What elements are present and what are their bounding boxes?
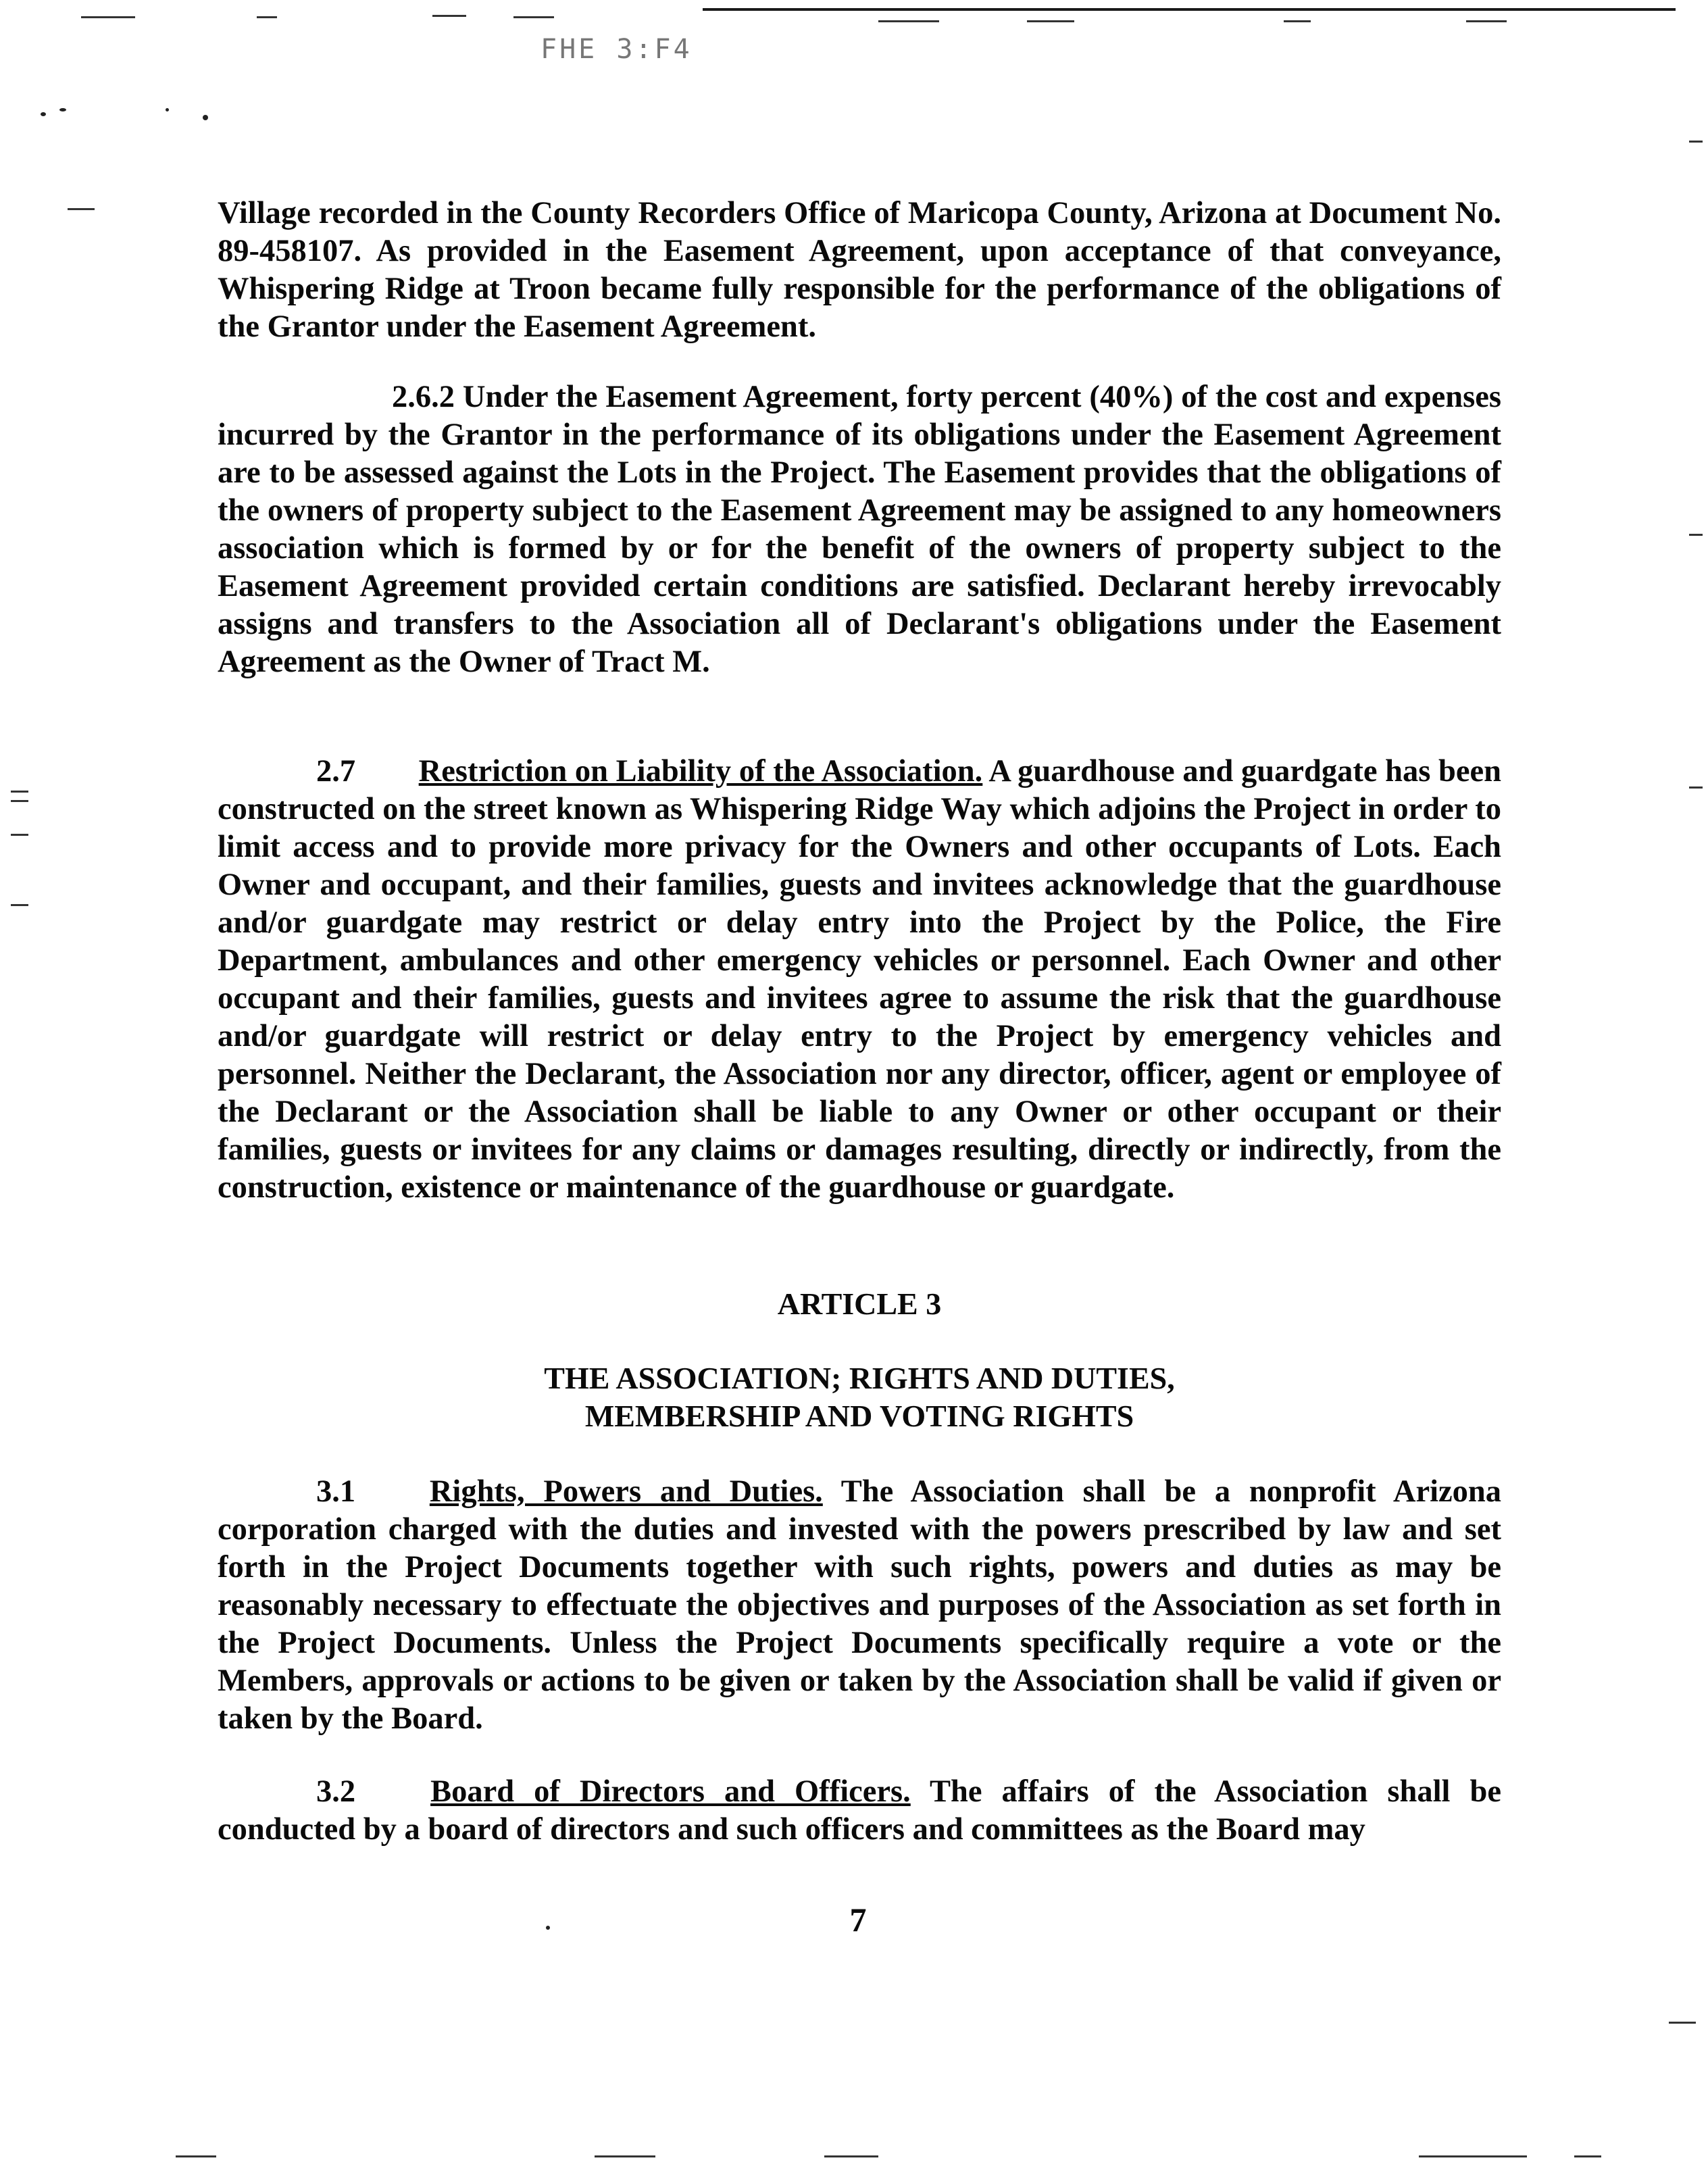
article-subtitle-line-2: MEMBERSHIP AND VOTING RIGHTS [584,1399,1134,1433]
section-number: 3.2 [316,1774,356,1809]
scan-artifact [166,108,169,111]
scan-artifact [878,20,939,22]
article-title: ARTICLE 3 [777,1287,942,1321]
scan-artifact [41,112,46,116]
section-3-2 [218,1773,1501,1849]
section-number: 2.6.2 [392,380,455,414]
scan-artifact [1689,534,1703,536]
section-2-6-2 [218,378,1501,681]
paragraph-text: Village recorded in the County Recorders Office of Maricopa County, Arizona at Document No. 89-458107. As provided in the Easement Agreement, upon acceptance of that conveyance, Whispering Ridge at Troon became fully responsible for the performance of the obligations of the Grantor under the Easement Agreement. [218,196,1501,344]
scan-artifact [595,2155,655,2157]
scan-artifact [59,108,66,111]
scan-artifact [432,15,466,17]
scan-artifact [176,2155,216,2157]
scan-artifact [1419,2155,1527,2157]
scan-artifact [824,2155,878,2157]
section-heading: Rights, Powers and Duties. [429,1474,823,1509]
scan-artifact [513,16,554,18]
scan-artifact [68,208,95,210]
section-number: 2.7 [316,754,356,789]
scan-artifact [1284,20,1311,22]
section-text: The Association shall be a nonprofit Arizona corporation charged with the duties and invested with the powers prescribed by law and set forth in the Project Documents together with such rights, powers and duties as may be reasonably necessary to effectuate the objectives and purposes of the Association as set forth in the Project Documents. Unless the Project Documents specifically require a vote or the Members, approvals or actions to be given or taken by the Association shall be valid if given or taken by the Board. [218,1474,1502,1736]
scan-artifact [1027,20,1074,22]
continuation-paragraph [218,195,1501,346]
scan-artifact [81,16,135,18]
header-stamp: FHE 3:F4 [541,34,693,65]
section-3-1 [218,1473,1501,1738]
scan-artifact [203,115,208,120]
section-2-7 [218,753,1501,1207]
scan-artifact [1689,786,1703,789]
scan-artifact [11,800,28,802]
scan-artifact [546,1926,550,1930]
scan-artifact [1689,141,1703,143]
section-text: The affairs of the Association shall be conducted by a board of directors and such officers and committees as the Board may [218,1774,1502,1847]
scan-artifact [1466,20,1507,22]
section-text: A guardhouse and guardgate has been constructed on the street known as Whispering Ridge Way which adjoins the Project in order to limit access and to provide more privacy for the Owners and other occupants of Lots. Each Owner and occupant, and their families, guests and invitees acknowledge that the guardhouse and/or guardgate may restrict or delay entry into the Project by the Police, the Fire Department, ambulances and other emergency vehicles or personnel. Each Owner and other occupant and their families, guests and invitees agree to assume the risk that the guardhouse and/or guardgate will restrict or delay entry to the Project by emergency vehicles and personnel. Neither the Declarant, the Association nor any director, officer, agent or employee of the Declarant or the Association shall be liable to any Owner or other occupant or their families, guests or invitees for any claims or damages resulting, directly or indirectly, from the construction, existence or maintenance of the guardhouse or guardgate. [218,754,1502,1205]
article-subtitle-line-1: THE ASSOCIATION; RIGHTS AND DUTIES, [544,1361,1175,1395]
top-border-line [703,8,1676,11]
section-number: 3.1 [316,1474,356,1509]
section-heading: Board of Directors and Officers. [430,1774,911,1809]
scan-artifact [257,16,277,18]
page-number: 7 [849,1901,867,1939]
section-heading: Restriction on Liability of the Association. [418,754,983,789]
scan-artifact [11,904,28,906]
scan-artifact [11,834,28,836]
scan-artifact [1574,2155,1601,2157]
scan-artifact [1669,2022,1696,2024]
scan-artifact [11,791,28,793]
section-text: Under the Easement Agreement, forty percent (40%) of the cost and expenses incurred by the Grantor in the performance of its obligations under the Easement Agreement are to be assessed against the Lots in the Project. The Easement provides that the obligations of the owners of property subject to the Easement Agreement may be assigned to any homeowners association which is formed by or for the benefit of the owners of property subject to the Easement Agreement provided certain conditions are satisfied. Declarant hereby irrevocably assigns and transfers to the Association all of Declarant's obligations under the Easement Agreement as the Owner of Tract M. [218,380,1501,679]
